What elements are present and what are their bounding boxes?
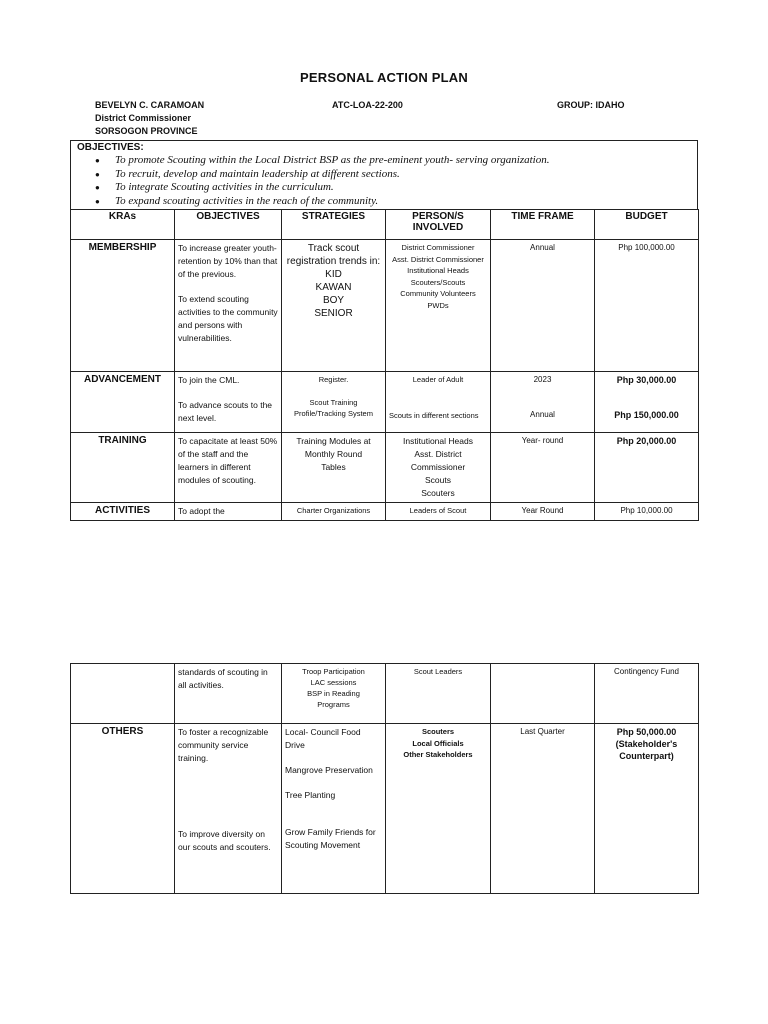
spacer xyxy=(494,386,591,398)
objective-text: To extend scouting activities to the community and persons with vulnerabilities. xyxy=(178,294,278,343)
column-header: STRATEGIES xyxy=(282,210,386,240)
strategy-text: KAWAN xyxy=(315,282,352,293)
author-block xyxy=(95,99,204,138)
budget-text: (Stakeholder's xyxy=(615,739,678,749)
objective-text: To foster a recognizable community service training. xyxy=(178,727,269,763)
person-text: Leaders of Scout xyxy=(386,503,491,521)
objective-text: To capacitate at least 50% of the staff and the learners in different modules of scouting. xyxy=(178,436,278,485)
person-text: Scout Leaders xyxy=(386,664,491,724)
person-text: Other Stakeholders xyxy=(403,750,473,759)
author-province: SORSOGON PROVINCE xyxy=(95,126,198,136)
time-frame-cell: Last Quarter xyxy=(491,724,595,894)
time-text: 2023 xyxy=(533,375,552,384)
course-code: ATC-LOA-22-200 xyxy=(332,100,403,110)
kra-others: OTHERS xyxy=(71,724,175,894)
strategy-text: Mangrove Preservation xyxy=(285,765,373,775)
strategies-cell xyxy=(282,240,386,372)
table-row xyxy=(71,433,699,503)
person-text: Scouts in different sections xyxy=(389,410,479,420)
spacer xyxy=(285,385,382,397)
person-text: Scouters xyxy=(421,727,455,736)
strategy-text: LAC sessions xyxy=(310,678,357,687)
budget-cell: Php 100,000.00 xyxy=(595,240,699,372)
budget-cell: Php 10,000.00 xyxy=(595,503,699,521)
kra-activities: ACTIVITIES xyxy=(71,503,175,521)
kra-empty xyxy=(71,664,175,724)
strategy-text: Tables xyxy=(321,462,346,472)
strategy-text: Grow Family Friends for Scouting Movement xyxy=(285,827,376,850)
budget-cell: Contingency Fund xyxy=(595,664,699,724)
person-text: Asst. District Commissioner xyxy=(392,254,484,264)
strategy-text: Programs xyxy=(317,700,350,709)
strategy-text: Monthly Round xyxy=(304,449,363,459)
persons-cell xyxy=(386,372,491,433)
strategy-text: KID xyxy=(325,269,342,280)
action-plan-table xyxy=(70,209,699,521)
table-row xyxy=(71,372,699,433)
objective-item: ● To integrate Scouting activities in the curriculum. xyxy=(115,181,691,195)
person-text: Commissioner xyxy=(410,462,466,472)
table-row xyxy=(71,664,699,724)
spacer xyxy=(389,398,487,410)
objective-text: To increase greater youth- retention by 10% than that of the previous. xyxy=(178,243,278,279)
strategies-cell xyxy=(282,664,386,724)
strategies-cell xyxy=(282,372,386,433)
table-row xyxy=(71,724,699,894)
objectives-list xyxy=(77,154,691,208)
budget-cell: Php 20,000.00 xyxy=(595,433,699,503)
strategy-text: Scout Training xyxy=(309,398,358,407)
strategy-text: Register. xyxy=(318,375,349,384)
objective-text: To improve diversity on our scouts and scouters. xyxy=(178,829,271,852)
person-text: Community Volunteers xyxy=(400,289,476,298)
persons-cell xyxy=(386,240,491,372)
column-header: BUDGET xyxy=(595,210,699,240)
budget-cell xyxy=(595,372,699,433)
document-title: PERSONAL ACTION PLAN xyxy=(300,70,468,85)
objectives-cell xyxy=(175,433,282,503)
budget-text: Php 50,000.00 xyxy=(616,727,677,737)
spacer xyxy=(598,386,695,398)
strategies-cell xyxy=(282,433,386,503)
group-label: GROUP: IDAHO xyxy=(557,100,625,110)
persons-cell xyxy=(386,433,491,503)
strategy-text: Training Modules at xyxy=(296,436,371,446)
time-text: Annual xyxy=(530,410,555,419)
budget-text: Php 150,000.00 xyxy=(614,410,679,420)
strategy-text: Track scout registration trends in: xyxy=(286,243,381,267)
strategy-text: Local- Council Food Drive xyxy=(285,727,361,750)
person-text: District Commissioner xyxy=(401,243,475,252)
strategy-text: SENIOR xyxy=(314,308,353,319)
spacer xyxy=(389,386,487,398)
strategy-text: Charter Organizations xyxy=(282,503,386,521)
strategy-text: Troop Participation xyxy=(302,667,365,676)
column-header: PERSON/S INVOLVED xyxy=(386,210,491,240)
objectives-cell xyxy=(175,372,282,433)
author-name: BEVELYN C. CARAMOAN xyxy=(95,100,205,110)
person-text: Institutional Heads xyxy=(407,266,469,275)
budget-cell xyxy=(595,724,699,894)
objective-text: standards of scouting in all activities. xyxy=(175,664,282,724)
budget-text: Php 30,000.00 xyxy=(616,375,677,385)
time-frame-cell: Year- round xyxy=(491,433,595,503)
table-row xyxy=(71,240,699,372)
objective-item: ● To recruit, develop and maintain leadership at different sections. xyxy=(115,168,691,182)
person-text: Asst. District xyxy=(414,449,462,459)
time-frame-cell xyxy=(491,372,595,433)
action-plan-table-continued xyxy=(70,663,699,894)
person-text: PWDs xyxy=(427,300,449,310)
objective-text: To advance scouts to the next level. xyxy=(178,400,273,423)
objectives-heading: OBJECTIVES: xyxy=(77,142,144,153)
objectives-cell xyxy=(175,240,282,372)
objective-item: ● To promote Scouting within the Local District BSP as the pre-eminent youth- serving organization. xyxy=(115,154,691,168)
strategy-text: Tree Planting xyxy=(285,790,336,800)
strategy-text: Profile/Tracking System xyxy=(294,409,373,418)
time-frame-cell xyxy=(491,664,595,724)
person-text: Scouters/Scouts xyxy=(410,277,466,287)
column-header: TIME FRAME xyxy=(491,210,595,240)
kra-training: TRAINING xyxy=(71,433,175,503)
kra-advancement: ADVANCEMENT xyxy=(71,372,175,433)
persons-cell xyxy=(386,724,491,894)
time-frame-cell: Year Round xyxy=(491,503,595,521)
column-header: KRAs xyxy=(71,210,175,240)
person-text: Leader of Adult xyxy=(412,375,464,384)
person-text: Institutional Heads xyxy=(403,436,473,446)
objective-text: To adopt the xyxy=(175,503,282,521)
kra-membership: MEMBERSHIP xyxy=(71,240,175,372)
strategies-cell xyxy=(282,724,386,894)
objectives-box xyxy=(70,140,698,210)
author-position: District Commissioner xyxy=(95,113,192,123)
objective-item: ● To expand scouting activities in the reach of the community. xyxy=(115,195,691,209)
table-header-row xyxy=(71,210,699,240)
person-text: Local Officials xyxy=(412,738,464,748)
budget-text: Counterpart) xyxy=(619,751,674,761)
table-row xyxy=(71,503,699,521)
column-header: OBJECTIVES xyxy=(175,210,282,240)
strategy-text: BOY xyxy=(322,295,345,306)
person-text: Scouters xyxy=(421,488,455,498)
strategy-text: BSP in Reading xyxy=(307,689,360,698)
objectives-cell xyxy=(175,724,282,894)
objective-text: To join the CML. xyxy=(178,375,240,385)
time-frame-cell: Annual xyxy=(491,240,595,372)
person-text: Scouts xyxy=(425,475,451,485)
